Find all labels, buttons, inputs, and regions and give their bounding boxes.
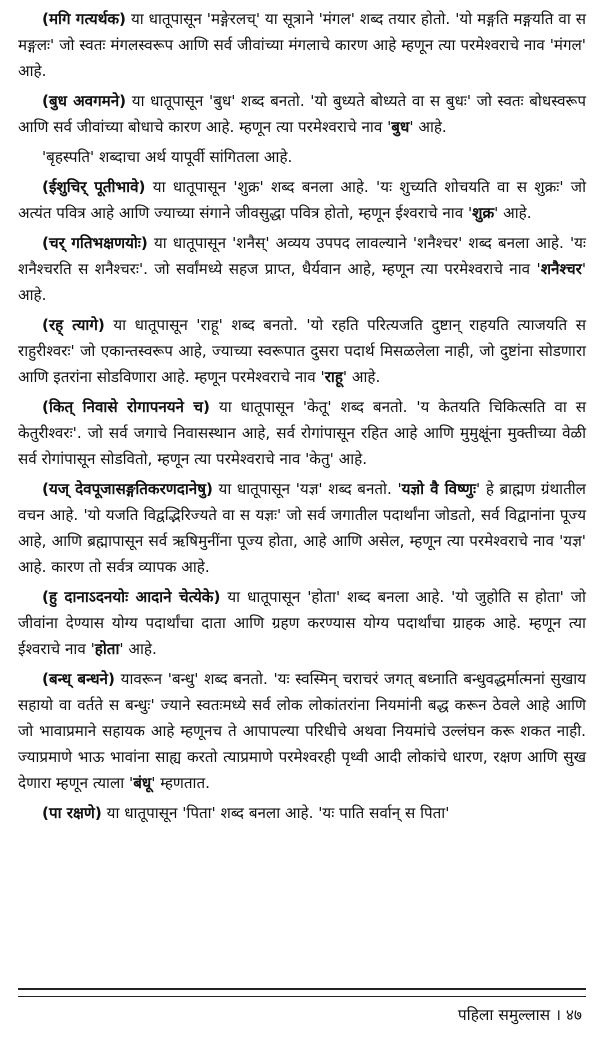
paragraph-p10 bbox=[18, 666, 586, 796]
text-run: यावरून 'बन्धु' शब्द बनतो. 'यः स्वस्मिन् चराचरं जगत् बध्नाति बन्धुवद्धर्मात्मनां सुखाय सहायो वा वर्तते स बन्धुः' ज्याने स्वतःमध्ये सर्व लोक लोकांतरांना नियमांनी बद्ध करून ठेवले आहे आणि जो भावाप्रमाने सहायक आहे म्हणूनच ते आपापल्या परिधीचे अथवा नियमांचे उल्लंघन करू शकत नाही. ज्याप्रमाणे भाऊ भावांना साह्य करतो त्याप्रमाणे परमेश्वरही पृथ्वी आदी लोकांचे धारण, रक्षण आणि सुख देणारा म्हणून त्याला ' bbox=[18, 670, 586, 792]
bold-term: (चर् गतिभक्षणयोः) bbox=[42, 234, 148, 252]
bold-term: होता bbox=[94, 640, 120, 658]
paragraph-p9 bbox=[18, 584, 586, 662]
paragraph-p7 bbox=[18, 394, 586, 472]
bold-term: (मगि गत्यर्थक) bbox=[42, 10, 126, 28]
bold-term: यज्ञो वै विष्णुः bbox=[401, 480, 477, 498]
bold-term: बुध bbox=[391, 118, 410, 136]
bold-term: (बन्ध् बन्धने) bbox=[42, 670, 115, 688]
paragraph-p4 bbox=[18, 174, 586, 226]
page-number: ४७ bbox=[565, 1006, 582, 1024]
text-run: या धातूपासून 'शुक्र' शब्द बनला आहे. 'यः शुच्यति शोचयति वा स शुक्रः' जो अत्यंत पवित्र आहे आणि ज्याच्या संगाने जीवसुद्धा पवित्र होतो, म्हणून ईश्वराचे नाव ' bbox=[18, 178, 587, 222]
page-footer bbox=[458, 1004, 582, 1026]
bold-term: (हु दानाऽदनयोः आदाने चेत्येके) bbox=[42, 588, 221, 606]
text-run: या धातूपासून 'मङ्गेरलच्' या सूत्राने 'मंगल' शब्द तयार होतो. 'यो मङ्गति मङ्गयति वा स मङ्गलः' जो स्वतः मंगलस्वरूप आणि सर्व जीवांच्या मंगलाचे कारण आहे म्हणून त्या परमेश्वराचे नाव 'मंगल' आहे. bbox=[18, 10, 586, 80]
bold-term: शुक्र bbox=[472, 204, 495, 222]
chapter-title: पहिला समुल्लास bbox=[457, 1006, 551, 1024]
bold-term: (ईशुचिर् पूतीभावे) bbox=[42, 178, 146, 196]
paragraph-p8 bbox=[18, 476, 586, 580]
body-text bbox=[18, 6, 586, 826]
paragraph-p5 bbox=[18, 230, 586, 308]
text-run: ' आहे. bbox=[18, 260, 586, 304]
bold-term: (यज् देवपूजासङ्गतिकरणदानेषु) bbox=[42, 480, 213, 498]
text-run: ' म्हणतात. bbox=[151, 774, 210, 792]
text-run: या धातूपासून 'यज्ञ' शब्द बनतो. ' bbox=[212, 480, 402, 498]
text-run: 'बृहस्पति' शब्दाचा अर्थ यापूर्वी सांगितला आहे. bbox=[42, 148, 293, 166]
bold-term: (बुध अवगमने) bbox=[42, 92, 127, 110]
bold-term: बंधू bbox=[133, 774, 152, 792]
text-run: या धातूपासून 'बुध' शब्द बनतो. 'यो बुध्यते बोध्यते वा स बुधः' जो स्वतः बोधस्वरूप आणि सर्व जीवांच्या बोधाचे कारण आहे. म्हणून त्या परमेश्वराचे नाव ' bbox=[18, 92, 586, 136]
paragraph-p1 bbox=[18, 6, 586, 84]
text-run: या धातूपासून 'केतू' शब्द बनतो. 'य केतयति चिकित्सति वा स केतुरीश्वरः'. जो सर्व जगाचे निवासस्थान आहे, सर्व रोगांपासून रहित आहे आणि मुमुक्षूंना मुक्तीच्या वेळी सर्व रोगांपासून सोडवितो, म्हणून त्या परमेश्वराचे नाव 'केतु' आहे. bbox=[18, 398, 586, 468]
bold-term: (रह् त्यागे) bbox=[42, 316, 105, 334]
bold-term: राहू bbox=[324, 368, 343, 386]
text-run: ' आहे. bbox=[409, 118, 447, 136]
footer-separator: । bbox=[555, 1006, 561, 1024]
paragraph-p2 bbox=[18, 88, 586, 140]
text-run: या धातूपासून 'होता' शब्द बनला आहे. 'यो जुहोति स होता' जो जीवांना देण्यास योग्य पदार्थांचा दाता आणि ग्रहण करण्यास योग्य पदार्थांचा ग्राहक आहे. म्हणून त्या ईश्वराचे नाव ' bbox=[18, 588, 586, 658]
paragraph-p3 bbox=[18, 144, 586, 170]
text-run: या धातूपासून 'शनैस्' अव्यय उपपद लावल्याने 'शनैश्चर' शब्द बनला आहे. 'यः शनैश्चरति स शनैश्चरः'. जो सर्वांमध्ये सहज प्राप्त, धैर्यवान आहे, म्हणून त्या परमेश्वराचे नाव ' bbox=[18, 234, 586, 278]
paragraph-p6 bbox=[18, 312, 586, 390]
text-run: ' आहे. bbox=[342, 368, 381, 386]
text-run: या धातूपासून 'पिता' शब्द बनला आहे. 'यः पाति सर्वान् स पिता' bbox=[101, 804, 450, 822]
bold-term: (कित् निवासे रोगापनयने च) bbox=[42, 398, 210, 416]
text-run: ' हे ब्राह्मण ग्रंथातील वचन आहे. 'यो यजति विद्वद्भिरिज्यते वा स यज्ञः' जो सर्व जगातील पदार्थांना जोडतो, सर्व विद्वानांना पूज्य आहे, आणि ब्रह्मापासून सर्व ऋषिमुनींना पूज्य होता, आहे आणि असेल, म्हणून त्या परमेश्वराचे नाव 'यज्ञ' आहे. कारण तो सर्वत्र व्यापक आहे. bbox=[18, 480, 586, 576]
bold-term: शनैश्चर bbox=[540, 260, 582, 278]
text-run: या धातूपासून 'राहू' शब्द बनतो. 'यो रहति परित्यजति दुष्टान् राहयति त्याजयति स राहुरीश्वरः' जो एकान्तस्वरूप आहे, ज्याच्या स्वरूपात दुसरा पदार्थ मिसळलेला नाही, जो दुष्टांना सोडणारा आणि इतरांना सोडविणारा आहे. म्हणून परमेश्वराचे नाव ' bbox=[18, 316, 586, 386]
footer-rule bbox=[18, 988, 586, 997]
paragraph-p11 bbox=[18, 800, 586, 826]
text-run: ' आहे. bbox=[119, 640, 157, 658]
bold-term: (पा रक्षणे) bbox=[42, 804, 102, 822]
text-run: ' आहे. bbox=[494, 204, 532, 222]
